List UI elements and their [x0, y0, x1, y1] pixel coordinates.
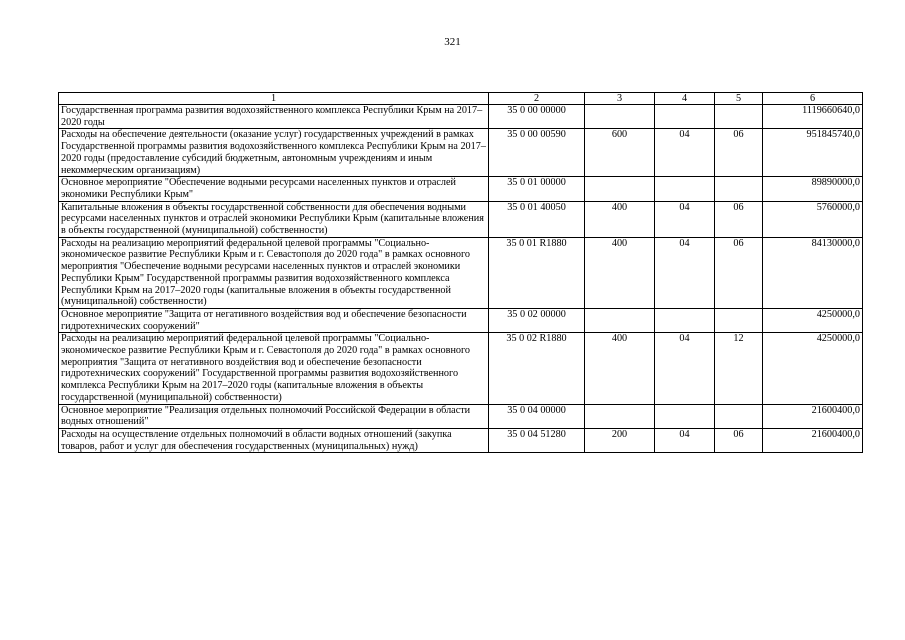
- row-amount: 951845740,0: [763, 129, 863, 177]
- header-col-5: 5: [715, 93, 763, 105]
- row-section: 04: [655, 129, 715, 177]
- row-section: [655, 105, 715, 129]
- row-expense-type: [585, 105, 655, 129]
- row-name: Расходы на осуществление отдельных полномочий в области водных отношений (закупка товаров, работ и услуг для обеспечения государственных (муниципальных) нужд): [59, 428, 489, 452]
- header-col-1: 1: [59, 93, 489, 105]
- row-section: [655, 404, 715, 428]
- row-section: [655, 177, 715, 201]
- row-amount: 4250000,0: [763, 308, 863, 332]
- row-section: 04: [655, 333, 715, 404]
- row-amount: 89890000,0: [763, 177, 863, 201]
- row-name: Расходы на реализацию мероприятий федеральной целевой программы "Социально-экономическое развитие Республики Крым и г. Севастополя до 2020 года" в рамках основного мероприятия "Обеспечение водными ресурсами населенных пунктов и отраслей экономики Республики Крым" Государственной программы развития водохозяйственного комплекса Республики Крым на 2017–2020 годы (капитальные вложения в объекты государственной (муниципальной) собственности): [59, 237, 489, 308]
- table-row: [59, 428, 863, 452]
- row-code: 35 0 04 00000: [489, 404, 585, 428]
- row-name: Капитальные вложения в объекты государственной собственности для обеспечения водными ресурсами населенных пунктов и отраслей экономики Республики Крым (капитальные вложения в объекты государственной (муниципальной) собственности): [59, 201, 489, 237]
- row-code: 35 0 02 00000: [489, 308, 585, 332]
- row-section: 04: [655, 201, 715, 237]
- table-row: [59, 129, 863, 177]
- table-row: [59, 333, 863, 404]
- row-subsection: 06: [715, 428, 763, 452]
- table-row: [59, 237, 863, 308]
- table-header-row: [59, 93, 863, 105]
- row-subsection: [715, 177, 763, 201]
- row-amount: 84130000,0: [763, 237, 863, 308]
- row-subsection: [715, 308, 763, 332]
- table-row: [59, 105, 863, 129]
- row-name: Государственная программа развития водохозяйственного комплекса Республики Крым на 2017–2020 годы: [59, 105, 489, 129]
- table-row: [59, 308, 863, 332]
- row-expense-type: [585, 404, 655, 428]
- row-name: Основное мероприятие "Реализация отдельных полномочий Российской Федерации в области водных отношений": [59, 404, 489, 428]
- row-amount: 21600400,0: [763, 428, 863, 452]
- row-code: 35 0 01 40050: [489, 201, 585, 237]
- row-expense-type: 400: [585, 333, 655, 404]
- row-amount: 21600400,0: [763, 404, 863, 428]
- row-name: Основное мероприятие "Обеспечение водными ресурсами населенных пунктов и отраслей экономики Республики Крым": [59, 177, 489, 201]
- row-section: [655, 308, 715, 332]
- page-number: 321: [444, 36, 461, 48]
- row-name: Расходы на обеспечение деятельности (оказание услуг) государственных учреждений в рамках Государственной программы развития водохозяйственного комплекса Республики Крым на 2017–2020 годы (предоставление субсидий бюджетным, автономным учреждениям и иным некоммерческим организациям): [59, 129, 489, 177]
- row-amount: 4250000,0: [763, 333, 863, 404]
- row-expense-type: [585, 308, 655, 332]
- row-section: 04: [655, 237, 715, 308]
- table-row: [59, 177, 863, 201]
- header-col-4: 4: [655, 93, 715, 105]
- row-subsection: 06: [715, 201, 763, 237]
- row-subsection: 06: [715, 129, 763, 177]
- row-code: 35 0 04 51280: [489, 428, 585, 452]
- row-code: 35 0 00 00590: [489, 129, 585, 177]
- row-subsection: 12: [715, 333, 763, 404]
- row-subsection: 06: [715, 237, 763, 308]
- row-section: 04: [655, 428, 715, 452]
- row-expense-type: 400: [585, 201, 655, 237]
- row-code: 35 0 01 R1880: [489, 237, 585, 308]
- row-expense-type: 200: [585, 428, 655, 452]
- header-col-3: 3: [585, 93, 655, 105]
- budget-table: [58, 92, 863, 453]
- row-subsection: [715, 105, 763, 129]
- row-code: 35 0 01 00000: [489, 177, 585, 201]
- row-name: Основное мероприятие "Защита от негативного воздействия вод и обеспечение безопасности гидротехнических сооружений": [59, 308, 489, 332]
- row-expense-type: 400: [585, 237, 655, 308]
- row-name: Расходы на реализацию мероприятий федеральной целевой программы "Социально-экономическое развитие Республики Крым и г. Севастополя до 2020 года" в рамках основного мероприятия "Защита от негативного воздействия вод и обеспечение безопасности гидротехнических сооружений" Государственной программы развития водохозяйственного комплекса Республики Крым на 2017–2020 годы (капитальные вложения в объекты государственной (муниципальной) собственности): [59, 333, 489, 404]
- table-row: [59, 404, 863, 428]
- row-code: 35 0 02 R1880: [489, 333, 585, 404]
- row-amount: 5760000,0: [763, 201, 863, 237]
- row-expense-type: 600: [585, 129, 655, 177]
- header-col-6: 6: [763, 93, 863, 105]
- row-amount: 1119660640,0: [763, 105, 863, 129]
- header-col-2: 2: [489, 93, 585, 105]
- row-code: 35 0 00 00000: [489, 105, 585, 129]
- row-subsection: [715, 404, 763, 428]
- table-row: [59, 201, 863, 237]
- row-expense-type: [585, 177, 655, 201]
